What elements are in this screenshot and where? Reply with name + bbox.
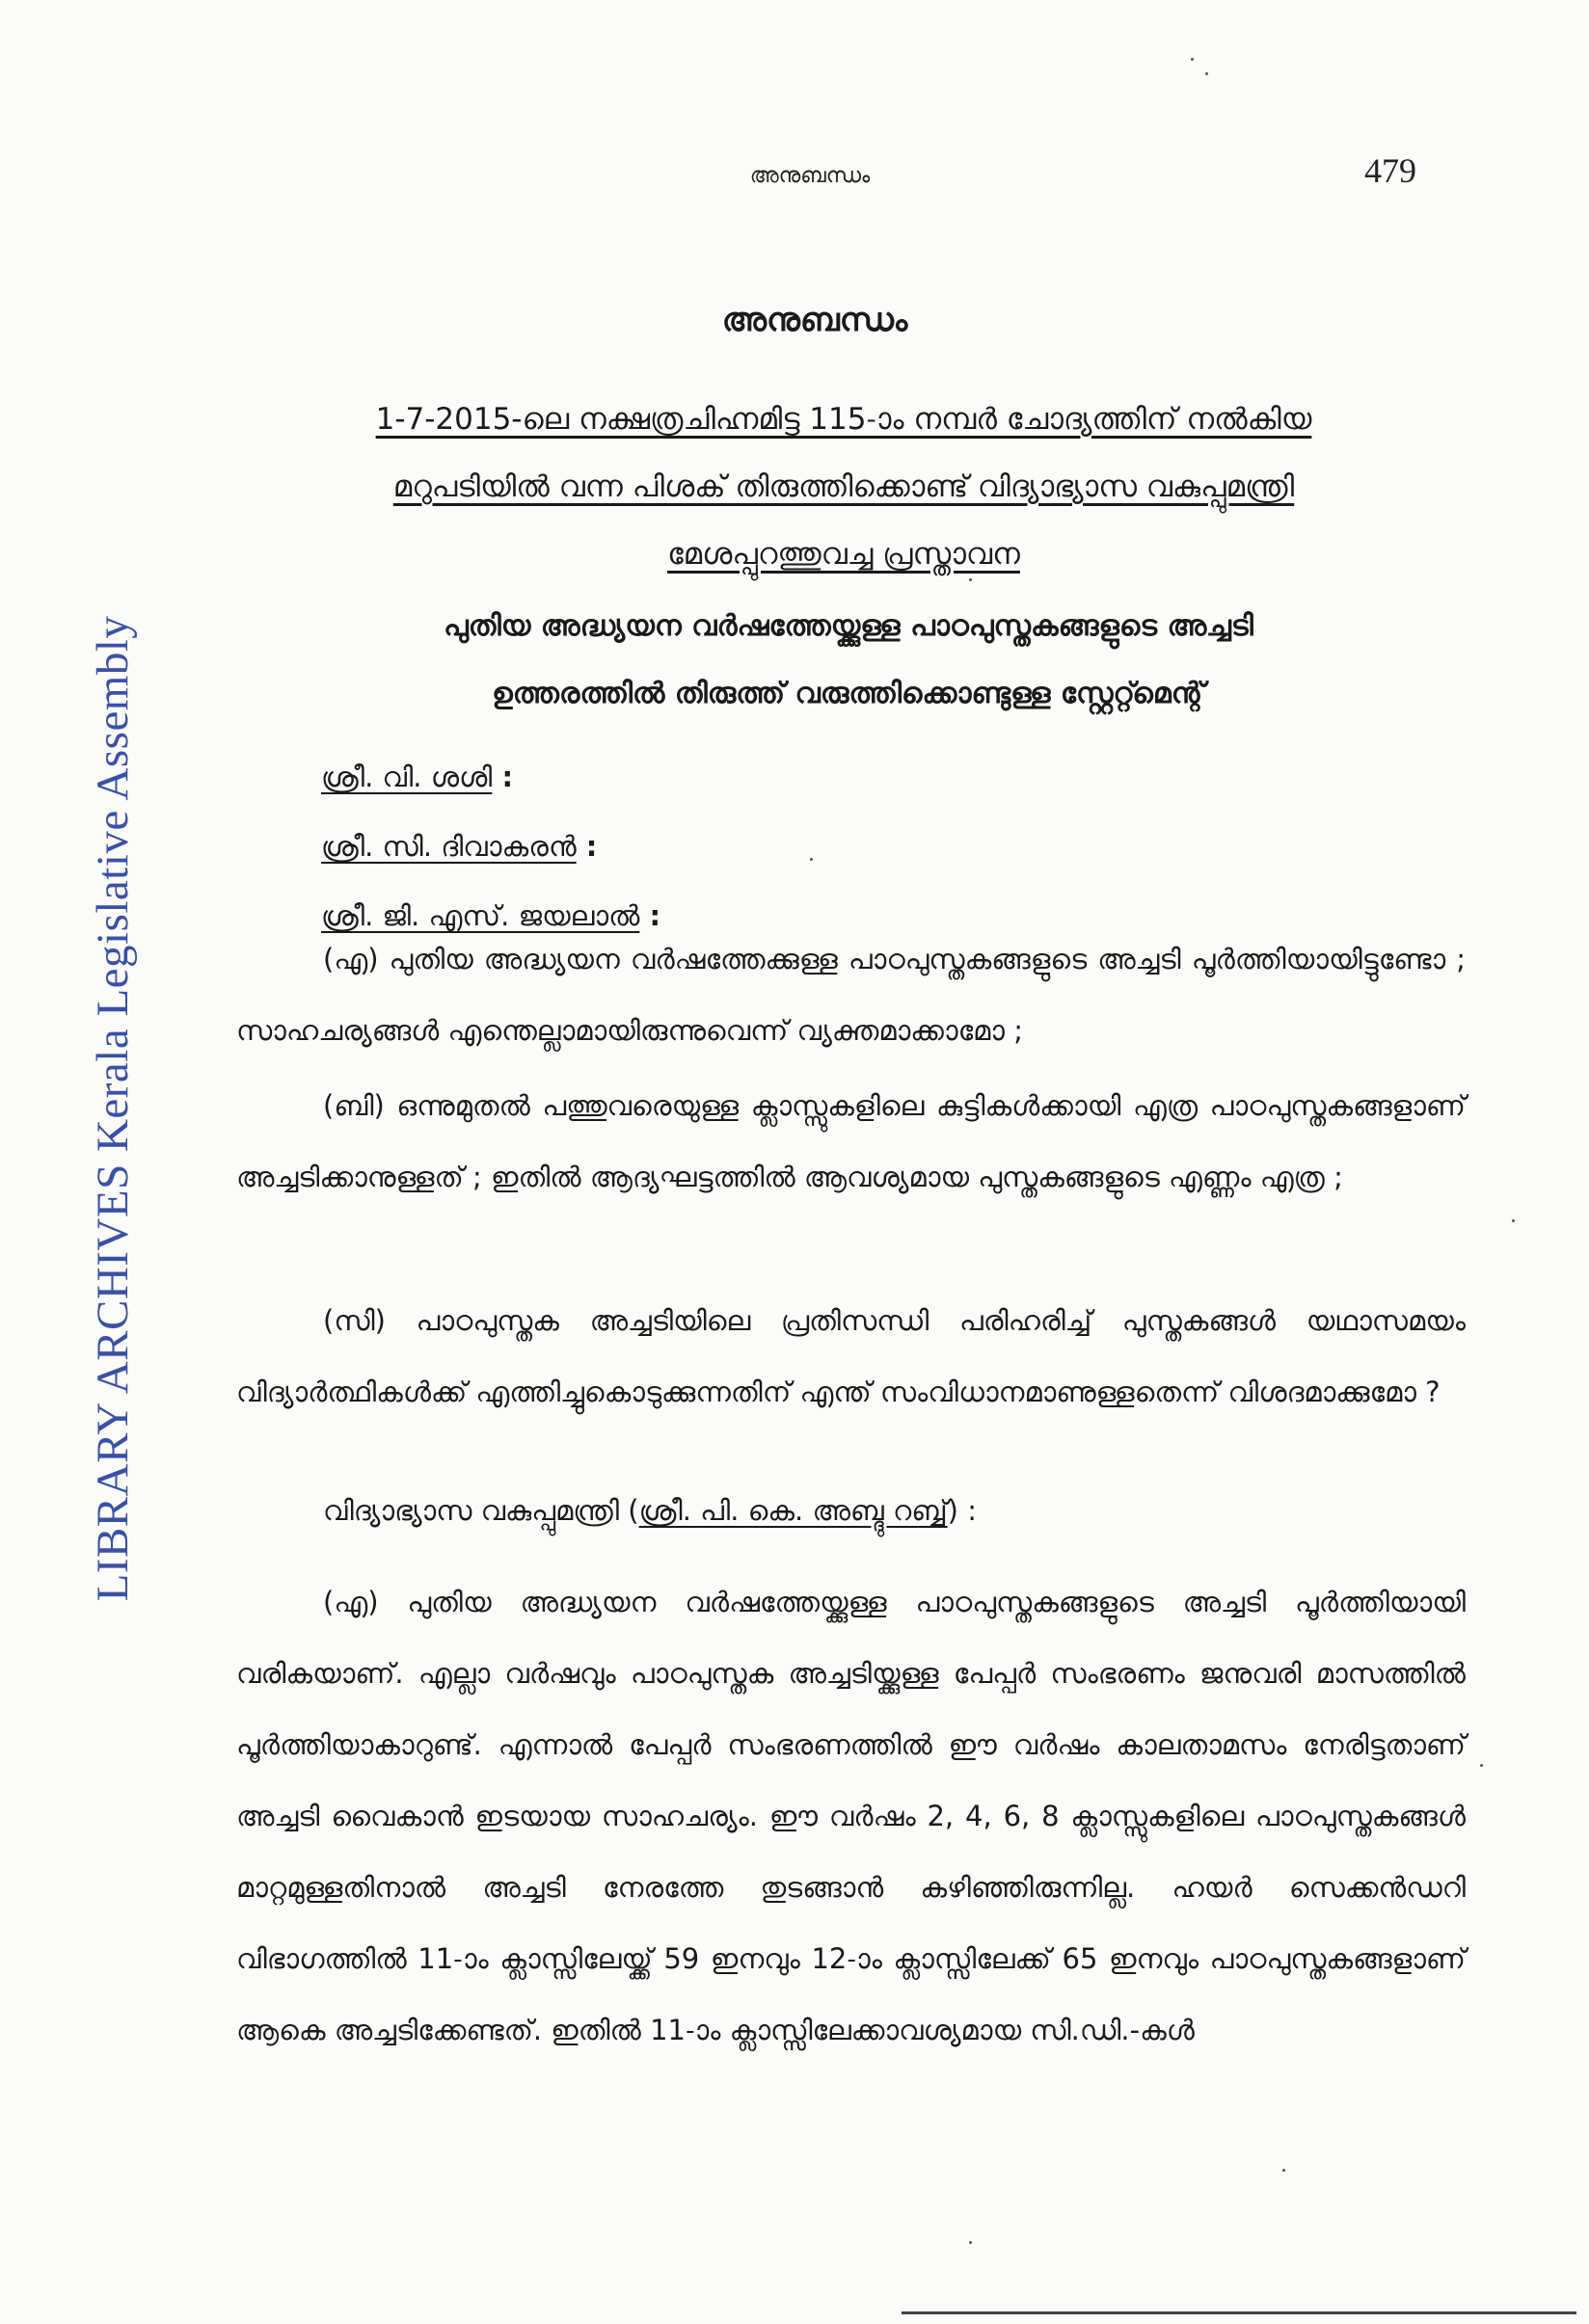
scan-speck — [810, 858, 813, 861]
sub-heading-line-1: 1-7-2015-ലെ നക്ഷത്രചിഹ്നമിട്ട 115-ാം നമ്പർ ചോദ്യത്തിന് നൽകിയ — [375, 402, 1312, 437]
bottom-rule — [902, 2311, 1576, 2314]
scan-speck — [1282, 2169, 1285, 2172]
member-entry — [321, 812, 900, 881]
scan-speck — [1480, 1764, 1483, 1767]
member-entry — [321, 742, 900, 812]
answer-a: (എ) പുതിയ അദ്ധ്യയന വർഷത്തേയ്ക്കുള്ള പാഠപുസ്തകങ്ങളുടെ അച്ചടി പൂർത്തിയായി വരികയാണ്. എല്ലാ വർഷവും പാഠപുസ്തക അച്ചടിയ്ക്കുള്ള പേപ്പർ സംഭരണം ജനുവരി മാസത്തിൽ പൂർത്തിയാകാറുണ്ട്. എന്നാൽ പേപ്പർ സംഭരണത്തിൽ ഈ വർഷം കാലതാമസം നേരിട്ടതാണ് അച്ചടി വൈകാൻ ഇടയായ സാഹചര്യം. ഈ വർഷം 2, 4, 6, 8 ക്ലാസ്സുകളിലെ പാഠപുസ്തകങ്ങൾ മാറ്റമുള്ളതിനാൽ അച്ചടി നേരത്തേ തുടങ്ങാൻ കഴിഞ്ഞിരുന്നില്ല. ഹയർ സെക്കൻഡറി വിഭാഗത്തിൽ 11-ാം ക്ലാസ്സിലേയ്ക്ക് 59 ഇനവും 12-ാം ക്ലാസ്സിലേക്ക് 65 ഇനവും പാഠപുസ്തകങ്ങളാണ് ആകെ അച്ചടിക്കേണ്ടത്. ഇതിൽ 11-ാം ക്ലാസ്സിലേക്കാവശ്യമായ സി.ഡി.-കൾ — [236, 1586, 1466, 2046]
question-a: (എ) പുതിയ അദ്ധ്യയന വർഷത്തേക്കുള്ള പാഠപുസ്തകങ്ങളുടെ അച്ചടി പൂർത്തിയായിട്ടുണ്ടോ ; സാഹചര്യങ്ങൾ എന്തെല്ലാമായിരുന്നുവെന്ന് വ്യക്തമാക്കാമോ ; — [236, 943, 1466, 1047]
scan-speck — [1191, 58, 1194, 61]
sub-heading-line-3: മേശപ്പുറത്തുവച്ച പ്രസ്താവന — [667, 537, 1020, 572]
scan-speck — [969, 2241, 972, 2244]
member-name: ശ്രീ. സി. ദിവാകരൻ — [321, 830, 577, 863]
member-name: ശ്രീ. വി. ശശി — [321, 761, 493, 793]
statement-title-line-1: പുതിയ അദ്ധ്യയന വർഷത്തേയ്ക്കുള്ള പാഠപുസ്തകങ്ങളുടെ അച്ചടി — [444, 609, 1253, 643]
scan-speck — [969, 578, 972, 581]
running-head: അനുബന്ധം — [749, 164, 871, 188]
question-c: (സി) പാഠപുസ്തക അച്ചടിയിലെ പ്രതിസന്ധി പരിഹരിച്ച് പുസ്തകങ്ങൾ യഥാസമയം വിദ്യാർത്ഥികൾക്ക് എത്തിച്ചുകൊടുക്കുന്നതിന് എന്ത് സംവിധാനമാണുള്ളതെന്ന് വിശദമാക്കുമോ ? — [236, 1304, 1466, 1408]
scan-speck — [1205, 72, 1208, 75]
library-watermark: LIBRARY ARCHIVES Kerala Legislative Assembly — [88, 615, 138, 1602]
page-number: 479 — [1364, 151, 1416, 190]
minister-colon: ) : — [947, 1494, 977, 1527]
members-list — [321, 742, 900, 950]
main-heading: അനുബന്ധം — [721, 301, 908, 339]
question-b: (ബി) ഒന്നുമുതൽ പത്തുവരെയുള്ള ക്ലാസ്സുകളിലെ കുട്ടികൾക്കായി എത്ര പാഠപുസ്തകങ്ങളാണ് അച്ചടിക്കാനുള്ളത് ; ഇതിൽ ആദ്യഘട്ടത്തിൽ ആവശ്യമായ പുസ്തകങ്ങളുടെ എണ്ണം എത്ര ; — [236, 1089, 1466, 1193]
sub-heading-line-2: മറുപടിയിൽ വന്ന പിശക് തിരുത്തിക്കൊണ്ട് വിദ്യാഭ്യാസ വകുപ്പുമന്ത്രി — [392, 469, 1295, 504]
minister-title: വിദ്യാഭ്യാസ വകുപ്പുമന്ത്രി ( — [323, 1494, 639, 1527]
statement-title-line-2: ഉത്തരത്തിൽ തിരുത്ത് വരുത്തിക്കൊണ്ടുള്ള സ്റ്റേറ്റ്മെന്റ് — [492, 677, 1205, 710]
member-colon: : — [576, 830, 598, 863]
member-colon: : — [639, 899, 661, 932]
scan-speck — [1512, 1219, 1515, 1222]
minister-line — [323, 1494, 1191, 1528]
sub-heading — [289, 386, 1398, 588]
member-colon: : — [492, 761, 514, 793]
member-name: ശ്രീ. ജി. എസ്. ജയലാൽ — [321, 899, 640, 932]
minister-name: ശ്രീ. പി. കെ. അബ്ദു റബ്ബ് — [638, 1494, 948, 1527]
statement-title — [289, 593, 1408, 728]
